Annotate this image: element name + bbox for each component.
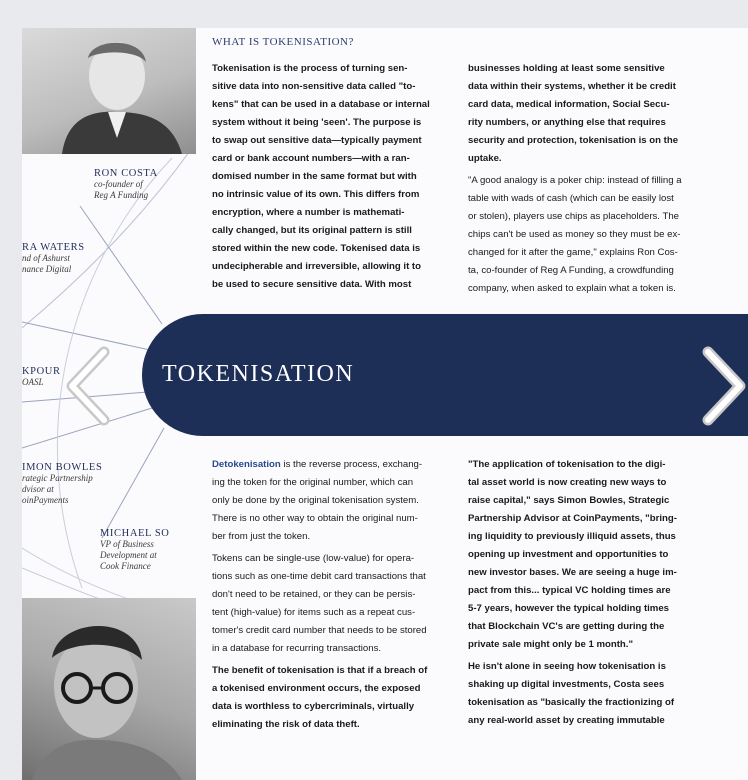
text-line: or stolen), players use chips as placeholders. The xyxy=(468,211,679,222)
bio-role: Cook Finance xyxy=(100,561,151,571)
text-line xyxy=(212,456,456,474)
text-line: be used to secure sensitive data. With most xyxy=(212,279,412,290)
bio-name: RON COSTA xyxy=(94,168,158,179)
text-line: rity numbers, or anything else that requires xyxy=(468,117,666,128)
text-line: He isn't alone in seeing how tokenisation is xyxy=(468,661,666,672)
michael-so-photo xyxy=(22,598,196,780)
text-line: domised number in the same format but with xyxy=(212,171,417,182)
bio-name: IMON BOWLES xyxy=(22,462,103,473)
prev-page-button[interactable] xyxy=(64,346,112,426)
text-line: kens" that can be used in a database or internal xyxy=(212,99,430,110)
text-line: private sale might only be 1 month." xyxy=(468,639,634,650)
text-line: tokenisation as "basically the fractionizing of xyxy=(468,697,675,708)
text-line: Tokens can be single-use (low-value) for opera- xyxy=(212,553,415,564)
text-line: data within their systems, whether it be credit xyxy=(468,81,676,92)
text-line: card data, medical information, Social Secu- xyxy=(468,99,670,110)
bio-role: oinPayments xyxy=(22,495,69,505)
text-line: Partnership Advisor at CoinPayments, "bring- xyxy=(468,513,677,524)
text-line: ta, co-founder of Reg A Funding, a crowdfunding xyxy=(468,265,674,276)
text-line: company, when asked to explain what a token is. xyxy=(468,283,676,294)
text-line: uptake. xyxy=(468,153,502,164)
bio-name: KPOUR xyxy=(22,366,61,377)
text-fragment: is the reverse process, exchang- xyxy=(280,459,423,470)
bio-role: OASL xyxy=(22,377,44,387)
text-line: raise capital," says Simon Bowles, Strategic xyxy=(468,495,670,506)
text-line: tal asset world is now creating new ways to xyxy=(468,477,667,488)
text-line: tent (high-value) for items such as a repeat cus- xyxy=(212,607,416,618)
bio-role: nd of Ashurst xyxy=(22,253,70,263)
text-line: shaking up digital investments, Costa sees xyxy=(468,679,665,690)
text-line: table with wads of cash (which can be easily lost xyxy=(468,193,674,204)
text-line: ing the token for the original number, which can xyxy=(212,477,414,488)
text-line: eliminating the risk of data theft. xyxy=(212,719,360,730)
text-line: that Blockchain VC's are getting during the xyxy=(468,621,665,632)
chevron-left-icon xyxy=(64,346,112,426)
text-line: tions such as one-time debit card transactions that xyxy=(212,571,426,582)
text-line: tomer's credit card number that needs to be stored xyxy=(212,625,427,636)
text-line: data is worthless to cybercriminals, virtually xyxy=(212,701,415,712)
bottom-left-column xyxy=(212,456,456,734)
text-line: card or bank account numbers—with a ran- xyxy=(212,153,410,164)
bio-name: RA WATERS xyxy=(22,242,85,253)
text-line: system without it being 'seen'. The purpose is xyxy=(212,117,422,128)
text-line: changed for it after the game," explains Ron Cos- xyxy=(468,247,678,258)
bio-role: Development at xyxy=(100,550,157,560)
bio-role: rategic Partnership xyxy=(22,473,93,483)
text-line: pact from this... typical VC holding times are xyxy=(468,585,671,596)
magazine-page xyxy=(22,28,748,780)
bio-name: MICHAEL SO xyxy=(100,528,170,539)
text-line: businesses holding at least some sensitive xyxy=(468,63,665,74)
bio-simon-bowles xyxy=(22,462,102,506)
bio-role: co-founder of xyxy=(94,179,143,189)
top-right-column xyxy=(468,60,714,298)
text-line: sitive data into non-sensitive data called "to- xyxy=(212,81,416,92)
bio-ron-costa xyxy=(94,168,158,201)
bio-role: Reg A Funding xyxy=(94,190,149,200)
text-line: to swap out sensitive data—typically payment xyxy=(212,135,422,146)
text-line: don't need to be retained, or they can be persis- xyxy=(212,589,416,600)
text-line: undecipherable and irreversible, allowing it to xyxy=(212,261,421,272)
bio-role: VP of Business xyxy=(100,539,154,549)
bio-michael-so xyxy=(100,528,170,572)
text-line: encryption, where a number is mathemati- xyxy=(212,207,405,218)
chevron-right-icon xyxy=(700,346,748,426)
bio-waters xyxy=(22,242,85,275)
detokenisation-keyword: Detokenisation xyxy=(212,459,281,470)
text-line: new investor bases. We are seeing a huge im- xyxy=(468,567,677,578)
text-line: stored within the new code. Tokenised data is xyxy=(212,243,421,254)
text-line: in a database for recurring transactions. xyxy=(212,643,382,654)
text-line: The benefit of tokenisation is that if a breach of xyxy=(212,665,428,676)
text-line: Tokenisation is the process of turning sen- xyxy=(212,63,408,74)
bio-kpour xyxy=(22,366,61,388)
text-line: cally changed, but its original pattern is still xyxy=(212,225,412,236)
text-line: any real-world asset by creating immutable xyxy=(468,715,665,726)
text-line: chips can't be used as money so they must be ex- xyxy=(468,229,681,240)
top-left-column xyxy=(212,60,456,294)
text-line: ing liquidity to previously illiquid assets, thus xyxy=(468,531,676,542)
text-line: ber from just the token. xyxy=(212,531,311,542)
text-line: no intrinsic value of its own. This differs from xyxy=(212,189,420,200)
text-line: 5-7 years, however the typical holding times xyxy=(468,603,670,614)
text-line: There is no other way to obtain the original num- xyxy=(212,513,418,524)
text-line: security and protection, tokenisation is on the xyxy=(468,135,679,146)
banner-title: TOKENISATION xyxy=(162,361,355,387)
section-title: WHAT IS TOKENISATION? xyxy=(212,36,354,48)
bio-role: nance Digital xyxy=(22,264,72,274)
text-line: only be done by the original tokenisation system. xyxy=(212,495,419,506)
text-line: "A good analogy is a poker chip: instead of filling a xyxy=(468,175,682,186)
bio-role: dvisor at xyxy=(22,484,54,494)
ron-costa-photo xyxy=(22,28,196,154)
text-line: a tokenised environment occurs, the exposed xyxy=(212,683,421,694)
text-line: opening up investment and opportunities to xyxy=(468,549,669,560)
bottom-right-column xyxy=(468,456,714,730)
text-line: "The application of tokenisation to the digi- xyxy=(468,459,666,470)
next-page-button[interactable] xyxy=(700,346,748,426)
